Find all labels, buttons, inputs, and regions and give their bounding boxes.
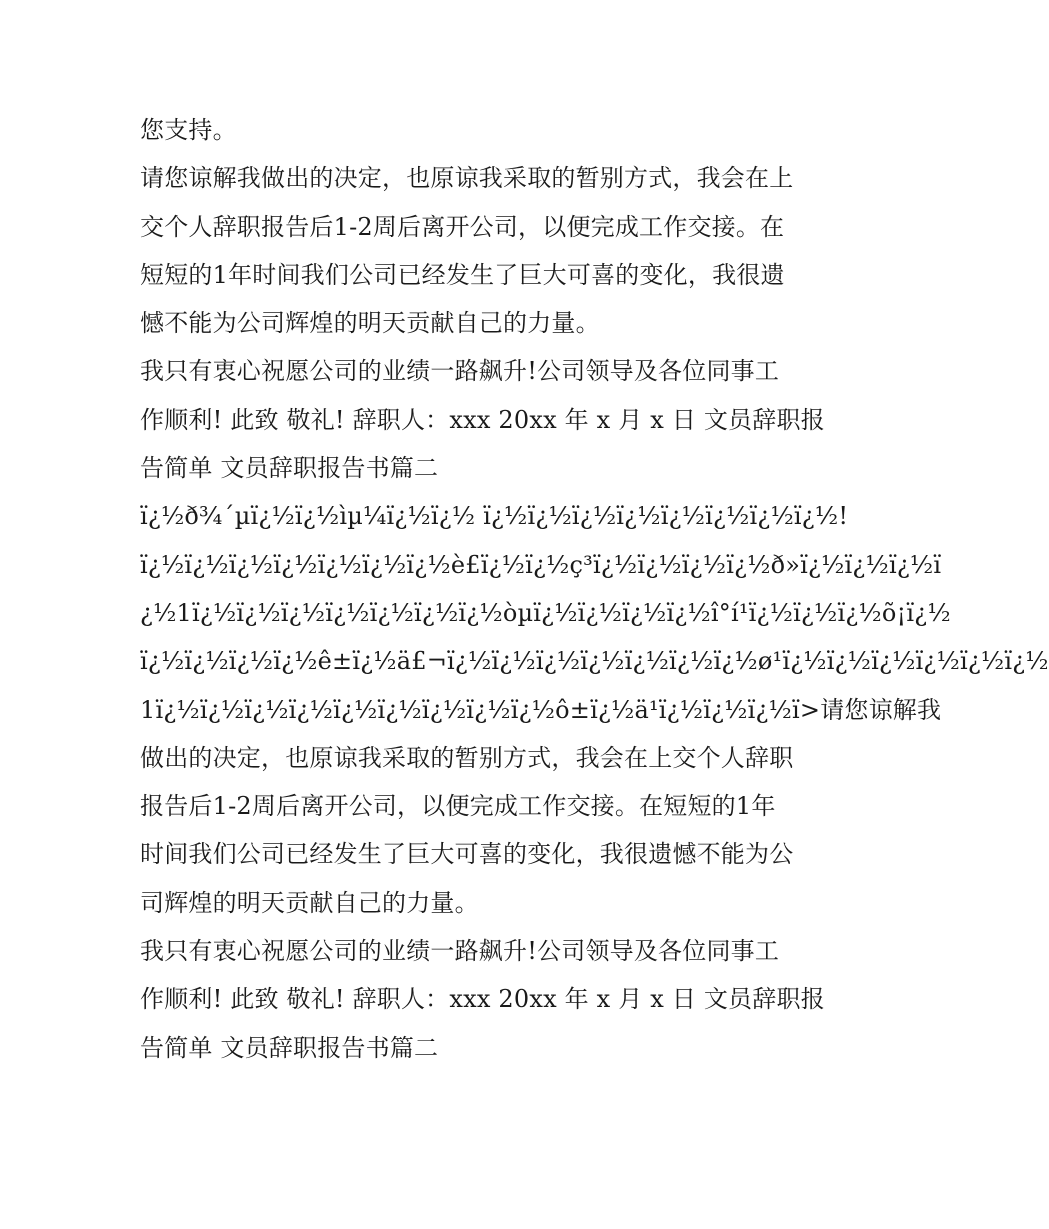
- text-line: 作顺利! 此致 敬礼! 辞职人：xxx 20xx 年 x 月 x 日 文员辞职报: [140, 405, 825, 434]
- paragraph-garbled-and-repeat: [140, 492, 1049, 927]
- garbled-text-line: 1ï¿½ï¿½ï¿½ï¿½ï¿½ï¿½ï¿½ï¿½ï¿½ô±ï¿½ä¹ï¿½ï¿½ï¿½ï>请您谅解我: [140, 695, 942, 724]
- garbled-text-line: ¿½1ï¿½ï¿½ï¿½ï¿½ï¿½ï¿½ï¿½òµï¿½ï¿½ï¿½ï¿½î°í¹ï¿½ï¿½ï¿½õ¡ï¿½: [140, 598, 951, 627]
- garbled-text-line: ï¿½ï¿½ï¿½ï¿½ï¿½ï¿½ï¿½è£ï¿½ï¿½ç³ï¿½ï¿½ï¿½ï¿½ð»ï¿½ï¿½ï¿½ï: [140, 550, 942, 579]
- text-line: 交个人辞职报告后1-2周后离开公司，以便完成工作交接。在: [140, 212, 785, 241]
- text-line: 告简单 文员辞职报告书篇二: [140, 454, 439, 483]
- paragraph-request-understanding: [140, 154, 812, 347]
- text-line: 时间我们公司已经发生了巨大可喜的变化，我很遗憾不能为公: [140, 840, 794, 869]
- text-line: 憾不能为公司辉煌的明天贡献自己的力量。: [140, 309, 600, 338]
- text-line: 报告后1-2周后离开公司，以便完成工作交接。在短短的1年: [140, 792, 776, 821]
- paragraph-wishes-signature: [140, 347, 825, 492]
- text-line: 您支持。: [140, 116, 237, 144]
- paragraph-wishes-signature-repeat: [140, 927, 825, 1072]
- text-line: 作顺利! 此致 敬礼! 辞职人：xxx 20xx 年 x 月 x 日 文员辞职报: [140, 985, 825, 1014]
- document-body: [140, 106, 1049, 1072]
- text-line: 司辉煌的明天贡献自己的力量。: [140, 888, 479, 917]
- text-line: 我只有衷心祝愿公司的业绩一路飙升!公司领导及各位同事工: [140, 937, 780, 966]
- text-line: 做出的决定，也原谅我采取的暂别方式，我会在上交个人辞职: [140, 743, 794, 772]
- text-line: 短短的1年时间我们公司已经发生了巨大可喜的变化，我很遗: [140, 260, 785, 289]
- garbled-text-line: ï¿½ï¿½ï¿½ï¿½ê±ï¿½ä£¬ï¿½ï¿½ï¿½ï¿½ï¿½ï¿½ï¿½ø¹ï¿½ï¿½ï¿½ï¿½ï¿½ï¿½: [140, 647, 1049, 676]
- text-line: 告简单 文员辞职报告书篇二: [140, 1033, 439, 1062]
- text-line: 请您谅解我做出的决定，也原谅我采取的暂别方式，我会在上: [140, 164, 794, 193]
- paragraph-closing-support: [140, 106, 812, 154]
- garbled-text-line: ï¿½ð¾´µï¿½ï¿½ìµ¼ï¿½ï¿½ ï¿½ï¿½ï¿½ï¿½ï¿½ï¿½ï¿½ï¿½!: [140, 502, 849, 531]
- text-line: 我只有衷心祝愿公司的业绩一路飙升!公司领导及各位同事工: [140, 357, 780, 386]
